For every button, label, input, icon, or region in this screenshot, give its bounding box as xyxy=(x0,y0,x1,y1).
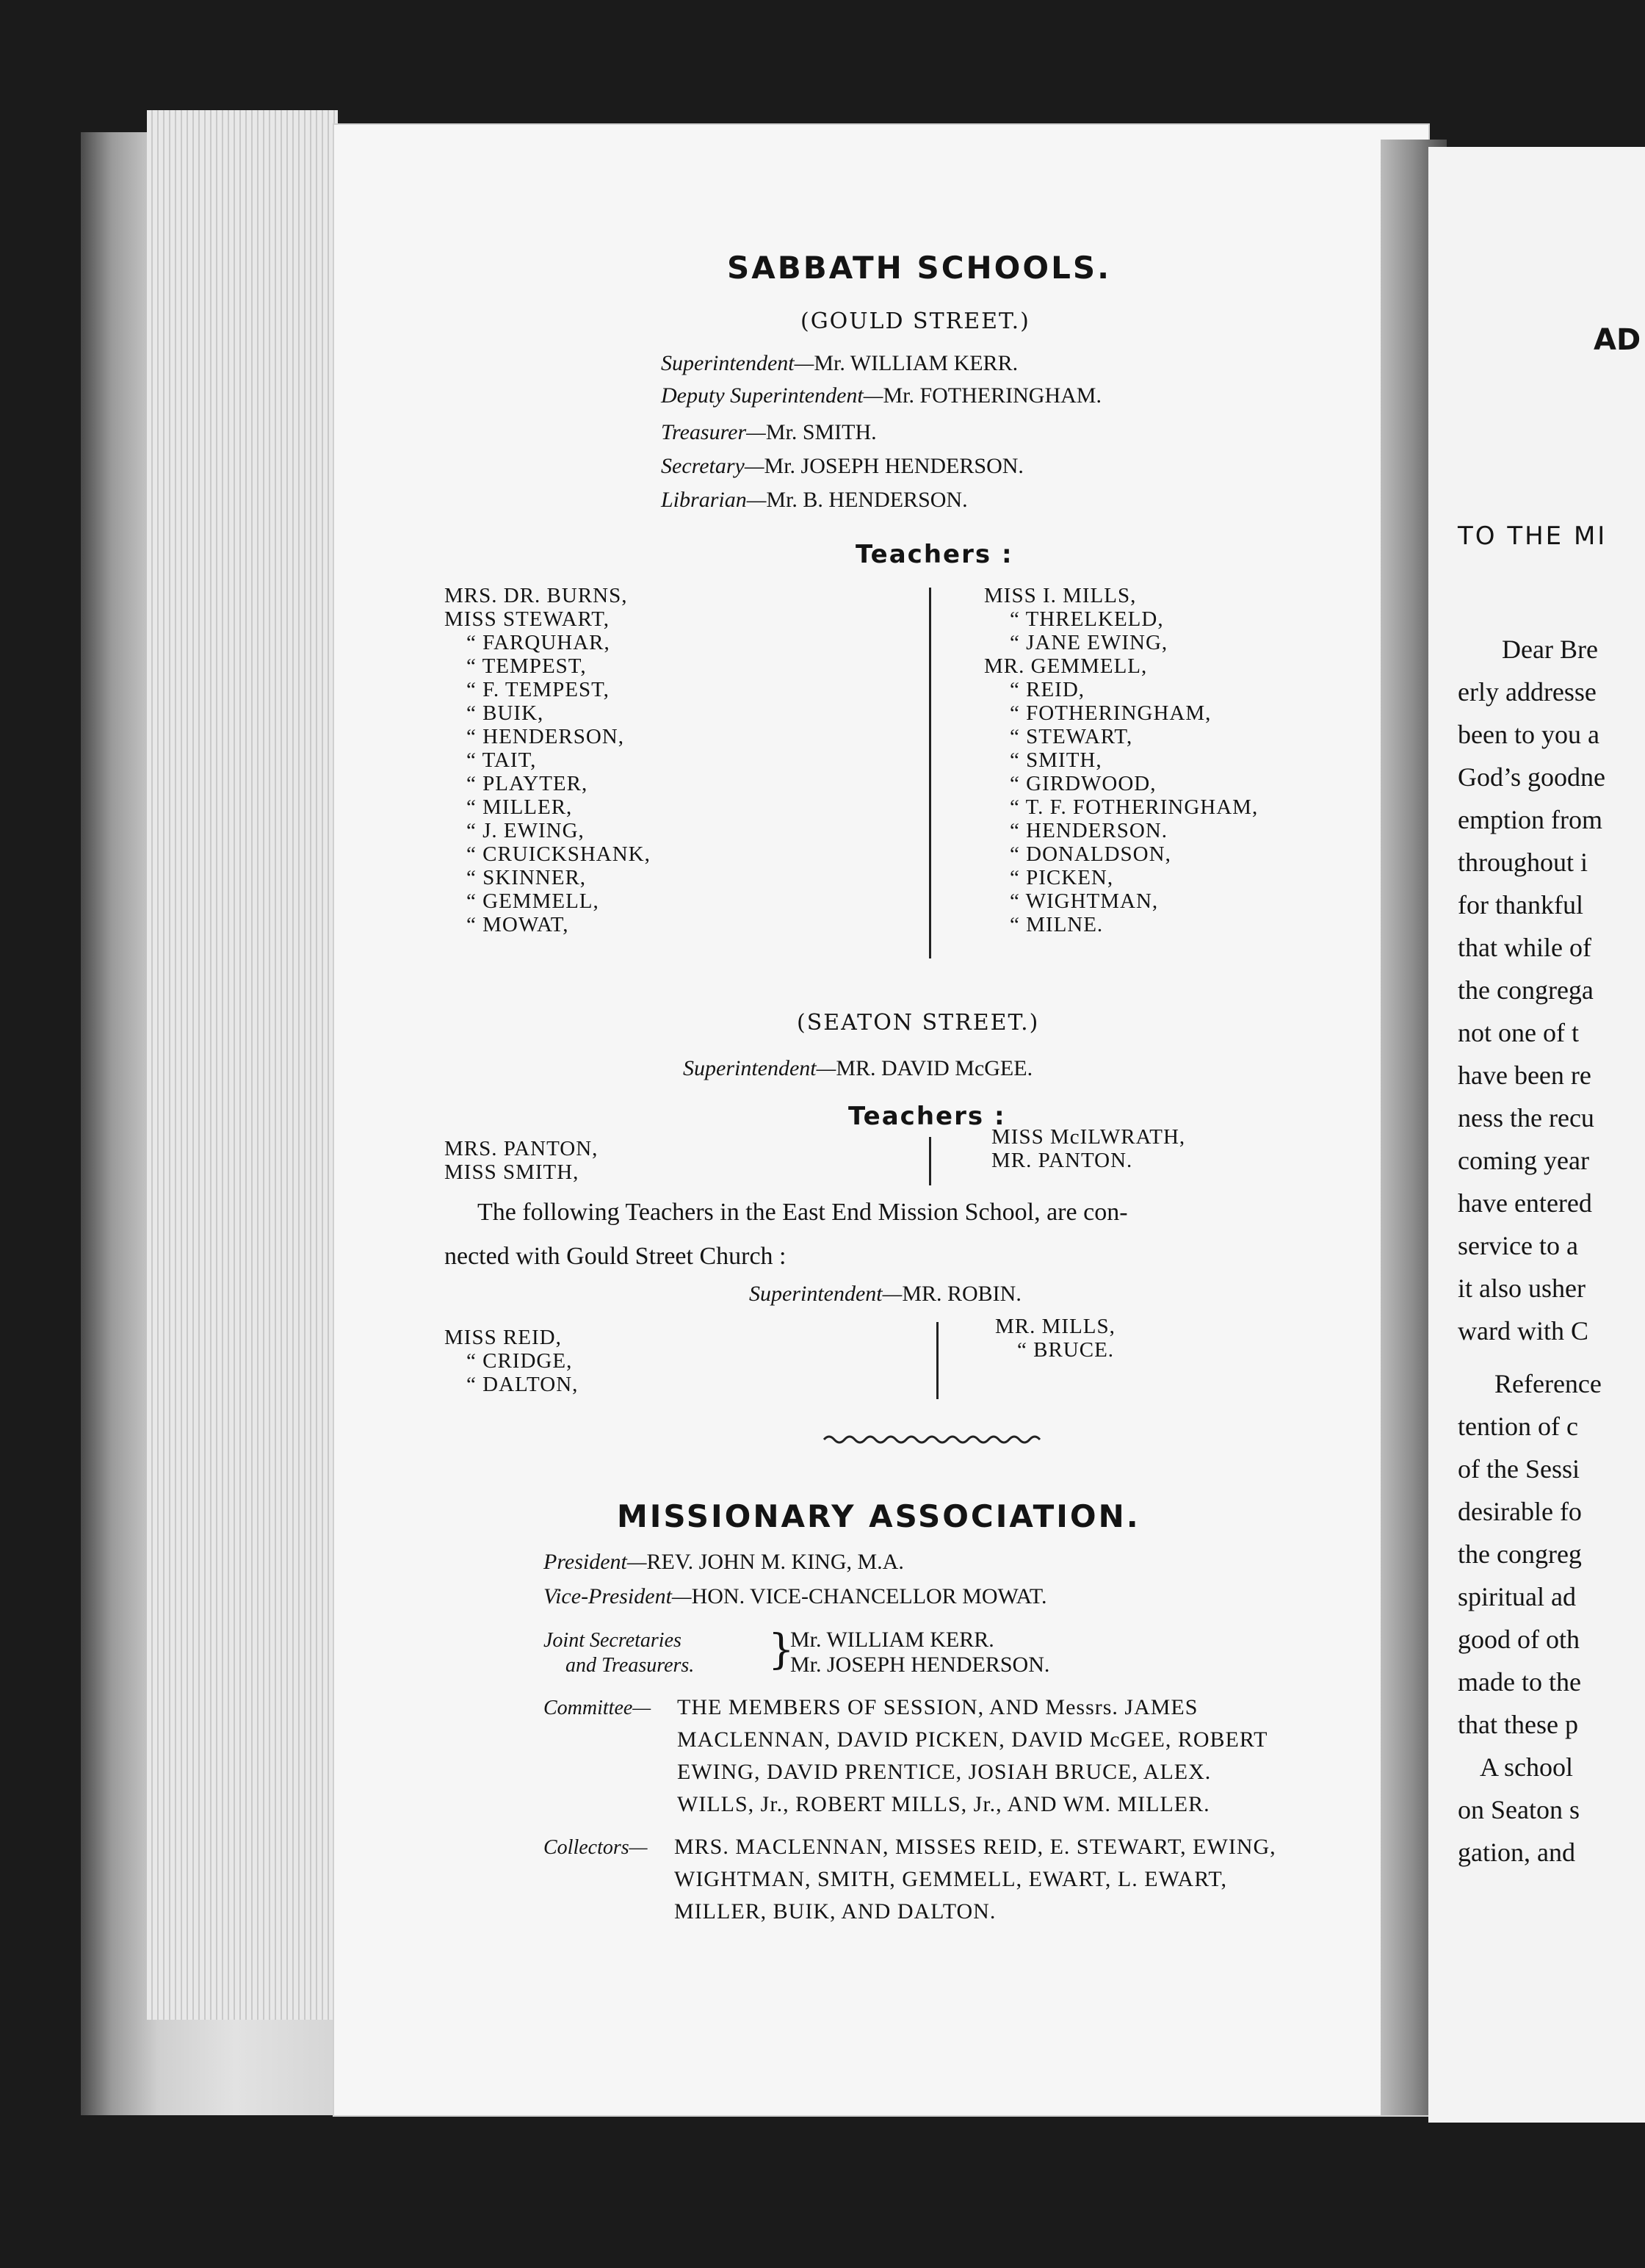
right-page xyxy=(1428,147,1645,2123)
body-line: good of oth xyxy=(1458,1625,1580,1654)
body-line: ward with C xyxy=(1458,1316,1588,1346)
teacher-name: “ WIGHTMAN, xyxy=(1010,889,1159,913)
body-line: been to you a xyxy=(1458,720,1599,749)
teacher-name: “ THRELKELD, xyxy=(1010,607,1164,631)
teacher-name: “ MOWAT, xyxy=(466,913,569,936)
gould-street-heading: (GOULD STREET.) xyxy=(800,308,1030,334)
teacher-name: “ PICKEN, xyxy=(1010,866,1114,889)
officer-role: and Treasurers. xyxy=(565,1654,695,1677)
committee-line: EWING, DAVID PRENTICE, JOSIAH BRUCE, ALEX. xyxy=(677,1760,1212,1784)
gould-teachers-heading: Teachers : xyxy=(856,540,1013,569)
officer-role: Deputy Superintendent— xyxy=(661,383,883,408)
body-line: the congreg xyxy=(1458,1539,1582,1569)
teacher-name: “ STEWART, xyxy=(1010,725,1133,748)
teacher-name: “ REID, xyxy=(1010,678,1085,701)
body-line: that while of xyxy=(1458,933,1591,962)
body-line: Reference xyxy=(1494,1369,1602,1398)
teacher-name: “ BRUCE. xyxy=(1017,1338,1115,1362)
teacher-name: MISS SMITH, xyxy=(444,1160,579,1184)
officer-role: Vice-President— xyxy=(543,1584,692,1608)
officer-deputy-superintendent xyxy=(661,383,1102,408)
teacher-name: MISS I. MILLS, xyxy=(984,584,1137,607)
east-end-teachers-left xyxy=(444,1326,578,1396)
sabbath-schools-title: SABBATH SCHOOLS. xyxy=(727,250,1112,286)
committee-line: WILLS, Jr., ROBERT MILLS, Jr., AND WM. MILLER. xyxy=(677,1792,1210,1816)
body-line: it also usher xyxy=(1458,1274,1586,1303)
page-stack-edge xyxy=(147,110,338,2020)
officer-role: Superintendent— xyxy=(683,1056,836,1080)
column-divider xyxy=(929,1137,931,1185)
collectors-line: MILLER, BUIK, AND DALTON. xyxy=(674,1899,997,1924)
gould-teachers-right xyxy=(984,584,1258,936)
body-line: coming year xyxy=(1458,1146,1589,1175)
body-line: erly addresse xyxy=(1458,677,1597,707)
teacher-name: “ MILNE. xyxy=(1010,913,1104,936)
teacher-name: MR. PANTON. xyxy=(991,1149,1133,1172)
officer-treasurer xyxy=(661,420,877,445)
teacher-name: “ DALTON, xyxy=(466,1373,579,1396)
officer-name: Mr. FOTHERINGHAM. xyxy=(883,383,1102,408)
teacher-name: “ F. TEMPEST, xyxy=(466,678,610,701)
body-line: of the Sessi xyxy=(1458,1454,1580,1484)
missionary-association-title: MISSIONARY ASSOCIATION. xyxy=(617,1498,1140,1534)
missionary-president xyxy=(543,1550,904,1575)
body-line: gation, and xyxy=(1458,1838,1575,1867)
teacher-name: “ DONALDSON, xyxy=(1010,842,1171,866)
teacher-name: MISS McILWRATH, xyxy=(991,1125,1186,1149)
body-line: spiritual ad xyxy=(1458,1582,1576,1611)
seaton-superintendent xyxy=(683,1056,1033,1081)
teacher-name: “ JANE EWING, xyxy=(1010,631,1168,654)
seaton-street-heading: (SEATON STREET.) xyxy=(797,1010,1040,1036)
officer-name: Mr. B. HENDERSON. xyxy=(766,488,968,512)
right-page-heading: AD xyxy=(1594,323,1641,357)
officer-name: Mr. JOSEPH HENDERSON. xyxy=(764,454,1024,478)
east-end-superintendent xyxy=(749,1282,1022,1307)
officer-name: MR. ROBIN. xyxy=(902,1282,1022,1306)
teacher-name: MISS REID, xyxy=(444,1326,562,1349)
teacher-name: “ FARQUHAR, xyxy=(466,631,610,654)
teacher-name: “ SKINNER, xyxy=(466,866,587,889)
teacher-name: MR. GEMMELL, xyxy=(984,654,1148,678)
teacher-name: “ GIRDWOOD, xyxy=(1010,772,1157,795)
officer-role: Superintendent— xyxy=(749,1282,903,1306)
body-line: God’s goodne xyxy=(1458,762,1605,792)
teacher-name: MRS. PANTON, xyxy=(444,1137,599,1160)
teacher-name: “ PLAYTER, xyxy=(466,772,588,795)
east-end-intro-line-2: nected with Gould Street Church : xyxy=(444,1243,787,1270)
teacher-name: “ TEMPEST, xyxy=(466,654,587,678)
body-line: throughout i xyxy=(1458,848,1588,877)
teacher-name: “ BUIK, xyxy=(466,701,544,725)
body-line: service to a xyxy=(1458,1231,1578,1260)
collectors-line: MRS. MACLENNAN, MISSES REID, E. STEWART, EWING, xyxy=(674,1835,1276,1859)
officer-name: Mr. WILLIAM KERR. xyxy=(814,351,1019,375)
body-line: made to the xyxy=(1458,1667,1581,1697)
body-line: tention of c xyxy=(1458,1412,1578,1441)
collectors-line: WIGHTMAN, SMITH, GEMMELL, EWART, L. EWART, xyxy=(674,1867,1228,1891)
body-line: A school xyxy=(1480,1752,1574,1782)
teacher-name: “ GEMMELL, xyxy=(466,889,599,913)
officer-secretary xyxy=(661,454,1024,479)
teacher-name: MISS STEWART, xyxy=(444,607,610,631)
joint-secretary-name: Mr. WILLIAM KERR. xyxy=(790,1628,994,1652)
joint-secretaries-label-2 xyxy=(565,1654,694,1677)
officer-superintendent xyxy=(661,351,1018,376)
right-page-body-2 xyxy=(1458,1362,1602,1874)
ornamental-divider xyxy=(822,1432,1043,1447)
brace-icon: } xyxy=(768,1626,795,1674)
officer-role: Committee— xyxy=(543,1697,651,1719)
gould-teachers-left xyxy=(444,584,651,936)
officer-role: Librarian— xyxy=(661,488,767,512)
teacher-name: “ T. F. FOTHERINGHAM, xyxy=(1010,795,1259,819)
body-line: emption from xyxy=(1458,805,1602,834)
right-page-body-1 xyxy=(1458,628,1605,1352)
teacher-name: “ SMITH, xyxy=(1010,748,1102,772)
right-page-to-line: TO THE MI xyxy=(1458,521,1608,551)
officer-name: MR. DAVID McGEE. xyxy=(836,1056,1033,1080)
teacher-name: “ TAIT, xyxy=(466,748,537,772)
east-end-intro-line-1: The following Teachers in the East End Mission School, are con- xyxy=(477,1199,1128,1226)
committee-line: THE MEMBERS OF SESSION, AND Messrs. JAMES xyxy=(677,1695,1198,1719)
body-line: not one of t xyxy=(1458,1018,1579,1047)
body-line: have entered xyxy=(1458,1188,1592,1218)
body-line: ness the recu xyxy=(1458,1103,1594,1133)
body-line: for thankful xyxy=(1458,890,1583,920)
seaton-teachers-left xyxy=(444,1137,598,1184)
body-line: on Seaton s xyxy=(1458,1795,1580,1824)
teacher-name: “ MILLER, xyxy=(466,795,573,819)
east-end-teachers-right xyxy=(995,1315,1116,1362)
teacher-name: “ CRUICKSHANK, xyxy=(466,842,651,866)
joint-secretary-name: Mr. JOSEPH HENDERSON. xyxy=(790,1653,1050,1677)
seaton-teachers-heading: Teachers : xyxy=(848,1102,1006,1131)
body-line: desirable fo xyxy=(1458,1497,1582,1526)
committee-label xyxy=(543,1697,651,1720)
seaton-teachers-right xyxy=(991,1125,1185,1172)
body-line: the congrega xyxy=(1458,975,1594,1005)
teacher-name: “ HENDERSON. xyxy=(1010,819,1168,842)
officer-name: Mr. SMITH. xyxy=(765,420,877,444)
body-line: have been re xyxy=(1458,1061,1591,1090)
officer-role: Collectors— xyxy=(543,1836,648,1859)
officer-role: Secretary— xyxy=(661,454,764,478)
column-divider xyxy=(929,588,931,958)
joint-secretaries-label-1 xyxy=(543,1629,682,1653)
teacher-name: MRS. DR. BURNS, xyxy=(444,584,628,607)
body-line: that these p xyxy=(1458,1710,1578,1739)
teacher-name: “ CRIDGE, xyxy=(466,1349,573,1373)
officer-role: President— xyxy=(543,1550,647,1574)
officer-role: Superintendent— xyxy=(661,351,814,375)
teacher-name: MR. MILLS, xyxy=(995,1315,1116,1338)
officer-name: HON. VICE-CHANCELLOR MOWAT. xyxy=(691,1584,1047,1608)
committee-line: MACLENNAN, DAVID PICKEN, DAVID McGEE, ROBERT xyxy=(677,1727,1268,1752)
officer-role: Joint Secretaries xyxy=(543,1629,682,1652)
missionary-vice-president xyxy=(543,1584,1046,1609)
officer-librarian xyxy=(661,488,968,513)
column-divider xyxy=(936,1322,939,1399)
teacher-name: “ J. EWING, xyxy=(466,819,585,842)
body-line: Dear Bre xyxy=(1502,635,1598,664)
officer-name: REV. JOHN M. KING, M.A. xyxy=(646,1550,904,1574)
teacher-name: “ FOTHERINGHAM, xyxy=(1010,701,1212,725)
teacher-name: “ HENDERSON, xyxy=(466,725,624,748)
collectors-label xyxy=(543,1836,648,1860)
officer-role: Treasurer— xyxy=(661,420,766,444)
